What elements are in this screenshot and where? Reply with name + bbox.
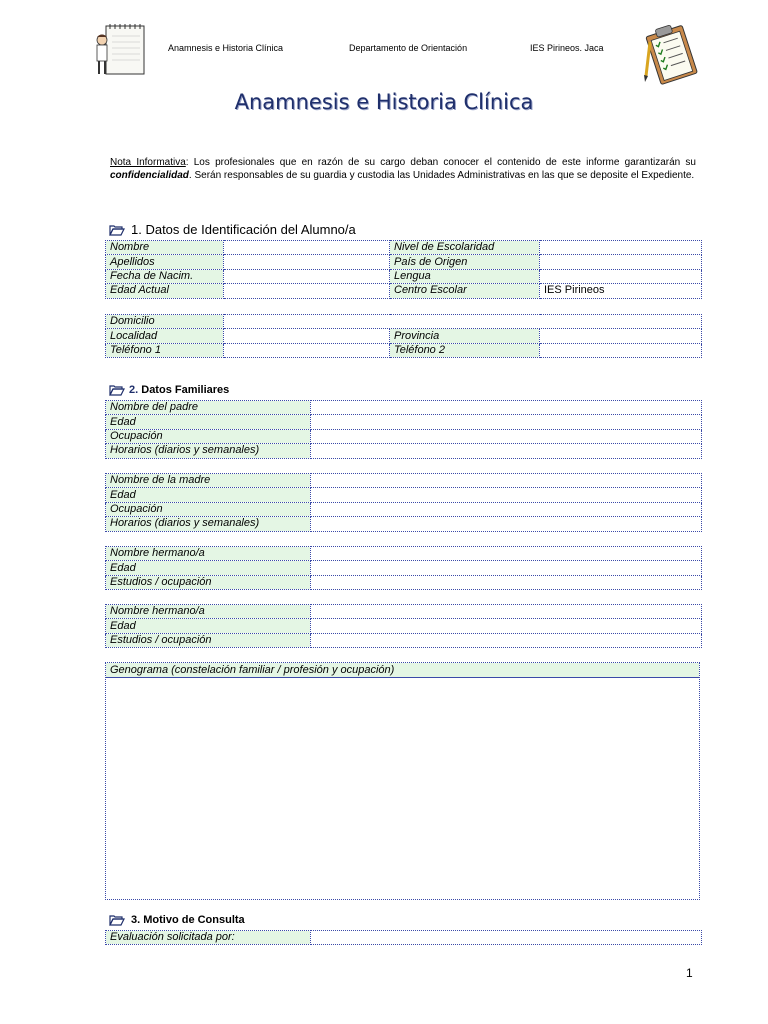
field-value[interactable] — [540, 255, 702, 269]
sibling-2-table — [105, 604, 702, 648]
field-label: Teléfono 1 — [106, 343, 224, 357]
field-label: Edad — [106, 415, 311, 429]
form-row — [106, 605, 702, 619]
field-label: Horarios (diarios y semanales) — [106, 517, 311, 531]
note-text-2: . Serán responsables de su guardia y custodia las Unidades Administrativas en las que se deposite el Expediente. — [188, 170, 695, 181]
field-value[interactable] — [311, 633, 702, 647]
field-value[interactable] — [224, 284, 390, 298]
open-folder-icon — [109, 384, 125, 396]
mother-table — [105, 473, 702, 532]
clipboard-checklist-icon — [638, 20, 704, 86]
form-row — [106, 633, 702, 647]
section-1-heading — [109, 222, 356, 237]
form-row — [106, 401, 702, 415]
form-row — [106, 502, 702, 516]
address-table — [105, 314, 702, 358]
field-label: Nivel de Escolaridad — [390, 241, 540, 255]
field-label: Nombre hermano/a — [106, 547, 311, 561]
header-school: IES Pirineos. Jaca — [530, 43, 604, 53]
field-value[interactable] — [311, 547, 702, 561]
field-value[interactable] — [311, 502, 702, 516]
notepad-person-icon — [92, 20, 150, 78]
field-value[interactable] — [311, 575, 702, 589]
section-1-title: 1. Datos de Identificación del Alumno/a — [131, 222, 356, 237]
domicilio-label: Domicilio — [106, 315, 224, 329]
field-label: Edad — [106, 488, 311, 502]
field-label: Estudios / ocupación — [106, 575, 311, 589]
sibling-1-table — [105, 546, 702, 590]
field-label: Estudios / ocupación — [106, 633, 311, 647]
field-label: Edad — [106, 561, 311, 575]
field-value[interactable] — [224, 241, 390, 255]
form-row — [106, 255, 702, 269]
field-label: Nombre de la madre — [106, 474, 311, 488]
genogram-label: Genograma (constelación familiar / profesión y ocupación) — [106, 663, 699, 678]
domicilio-field[interactable] — [224, 315, 702, 329]
field-value[interactable] — [311, 429, 702, 443]
form-row — [106, 429, 702, 443]
form-row — [106, 415, 702, 429]
form-row — [106, 561, 702, 575]
header-doc-title: Anamnesis e Historia Clínica — [168, 43, 284, 53]
field-label: Teléfono 2 — [390, 343, 540, 357]
open-folder-icon — [109, 224, 125, 236]
header-department: Departamento de Orientación — [349, 43, 468, 53]
form-row — [106, 547, 702, 561]
field-value[interactable] — [540, 241, 702, 255]
section-3-title: 3. Motivo de Consulta — [131, 914, 245, 926]
field-label: Nombre — [106, 241, 224, 255]
genogram-box[interactable] — [105, 662, 700, 900]
field-value[interactable] — [311, 488, 702, 502]
open-folder-icon — [109, 914, 125, 926]
field-value[interactable] — [311, 605, 702, 619]
note-text-1: : Los profesionales que en razón de su cargo deban conocer el contenido de este informe garantizarán su — [185, 157, 696, 168]
field-label: Centro Escolar — [390, 284, 540, 298]
form-row — [106, 575, 702, 589]
field-value[interactable] — [540, 343, 702, 357]
form-row — [106, 931, 702, 945]
field-label: País de Origen — [390, 255, 540, 269]
field-label: Edad — [106, 619, 311, 633]
note-label: Nota Informativa — [110, 157, 186, 168]
field-value[interactable]: IES Pirineos — [540, 284, 702, 298]
section-3-heading — [109, 914, 245, 926]
father-table — [105, 400, 702, 459]
field-value[interactable] — [311, 415, 702, 429]
field-label: Nombre del padre — [106, 401, 311, 415]
page-title: Anamnesis e Historia Clínica — [234, 90, 534, 114]
field-label: Apellidos — [106, 255, 224, 269]
consult-table — [105, 930, 702, 945]
field-value[interactable] — [224, 269, 390, 283]
form-row — [106, 343, 702, 357]
form-row — [106, 284, 702, 298]
field-value[interactable] — [311, 517, 702, 531]
informative-note — [110, 156, 696, 182]
field-value[interactable] — [311, 619, 702, 633]
form-row — [106, 329, 702, 343]
field-value[interactable] — [224, 343, 390, 357]
field-label: Localidad — [106, 329, 224, 343]
field-label: Edad Actual — [106, 284, 224, 298]
form-row — [106, 488, 702, 502]
form-row — [106, 619, 702, 633]
field-label: Lengua — [390, 269, 540, 283]
form-row — [106, 517, 702, 531]
field-value[interactable] — [540, 329, 702, 343]
field-value[interactable] — [224, 255, 390, 269]
form-row — [106, 241, 702, 255]
form-row — [106, 269, 702, 283]
field-label: Evaluación solicitada por: — [106, 931, 311, 945]
note-emphasis: confidencialidad — [110, 170, 189, 181]
form-row — [106, 444, 702, 458]
field-value[interactable] — [224, 329, 390, 343]
field-value[interactable] — [311, 401, 702, 415]
section-2-number: 2. — [129, 384, 139, 396]
field-label: Provincia — [390, 329, 540, 343]
field-value[interactable] — [311, 931, 702, 945]
field-label: Ocupación — [106, 429, 311, 443]
section-2-title: Datos Familiares — [141, 384, 230, 396]
field-value[interactable] — [311, 444, 702, 458]
student-id-table — [105, 240, 702, 299]
field-label: Ocupación — [106, 502, 311, 516]
field-value[interactable] — [311, 474, 702, 488]
field-value[interactable] — [540, 269, 702, 283]
section-2-heading — [109, 384, 229, 396]
field-value[interactable] — [311, 561, 702, 575]
field-label: Horarios (diarios y semanales) — [106, 444, 311, 458]
page-number: 1 — [686, 966, 693, 980]
field-label: Nombre hermano/a — [106, 605, 311, 619]
field-label: Fecha de Nacim. — [106, 269, 224, 283]
form-row — [106, 474, 702, 488]
